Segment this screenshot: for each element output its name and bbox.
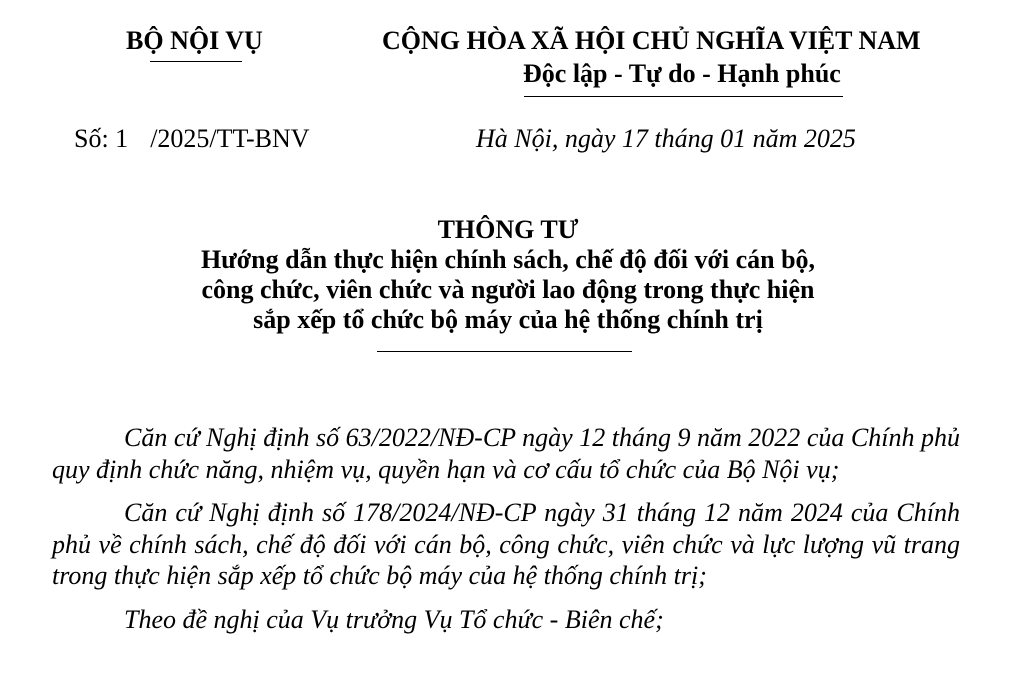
preamble <box>52 422 960 647</box>
issuing-agency: BỘ NỘI VỤ <box>126 26 263 55</box>
document-type: THÔNG TƯ <box>437 215 579 244</box>
preamble-paragraph: Căn cứ Nghị định số 63/2022/NĐ-CP ngày 12 tháng 9 năm 2022 của Chính phủ quy định chức năng, nhiệm vụ, quyền hạn và cơ cấu tổ chức của Bộ Nội vụ; <box>52 423 960 484</box>
document-number-suffix: /2025/TT-BNV <box>150 124 310 153</box>
national-motto: Độc lập - Tự do - Hạnh phúc <box>523 59 841 88</box>
preamble-paragraph: Căn cứ Nghị định số 178/2024/NĐ-CP ngày 31 tháng 12 năm 2024 của Chính phủ về chính sách, chế độ đối với cán bộ, công chức, viên chức và lực lượng vũ trang trong thực hiện sắp xếp tổ chức bộ máy của hệ thống chính trị; <box>52 498 960 590</box>
agency-underline <box>150 61 242 62</box>
national-title: CỘNG HÒA XÃ HỘI CHỦ NGHĨA VIỆT NAM <box>382 26 921 55</box>
title-underline <box>377 351 632 352</box>
document-subject-line-1: Hướng dẫn thực hiện chính sách, chế độ đối với cán bộ, <box>200 245 816 274</box>
document-number-prefix: Số: 1 <box>74 124 129 153</box>
document-subject-line-3: sắp xếp tổ chức bộ máy của hệ thống chính trị <box>253 305 763 334</box>
preamble-paragraph: Theo đề nghị của Vụ trưởng Vụ Tổ chức - Biên chế; <box>124 604 664 634</box>
motto-underline <box>524 96 843 97</box>
document-subject-line-2: công chức, viên chức và người lao động trong thực hiện <box>201 275 815 304</box>
document-number <box>74 124 310 154</box>
document-title-block <box>0 215 1016 335</box>
place-and-date: Hà Nội, ngày 17 tháng 01 năm 2025 <box>476 124 856 153</box>
